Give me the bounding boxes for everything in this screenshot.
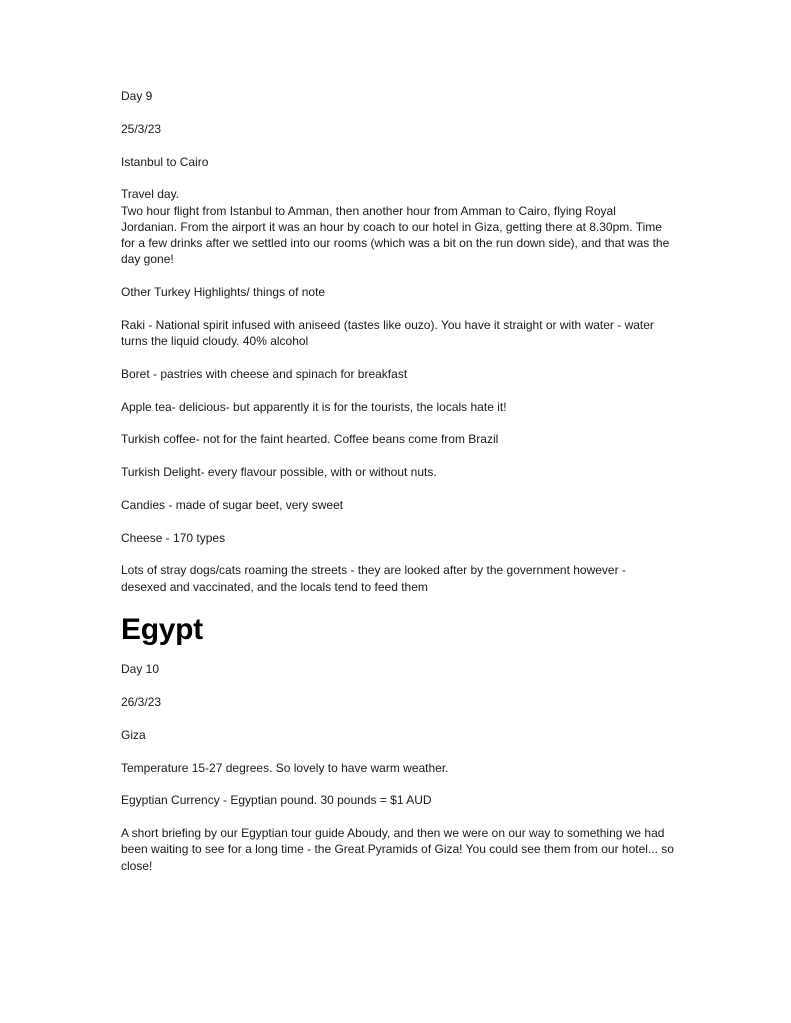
currency-line: Egyptian Currency - Egyptian pound. 30 pounds = $1 AUD bbox=[121, 793, 432, 808]
date-line: 26/3/23 bbox=[121, 695, 162, 709]
egypt-section-heading: Egypt bbox=[121, 613, 203, 647]
highlight-candies: Candies - made of sugar beet, very sweet bbox=[121, 497, 344, 512]
highlight-boret: Boret - pastries with cheese and spinach for breakfast bbox=[121, 366, 408, 381]
highlight-stray-animals: Lots of stray dogs/cats roaming the streets - they are looked after by the government however - desexed and vaccinated, and the locals tend to feed them bbox=[121, 563, 626, 594]
highlight-apple-tea: Apple tea- delicious- but apparently it is for the tourists, the locals hate it! bbox=[121, 399, 507, 414]
travel-day-body: Two hour flight from Istanbul to Amman, then another hour from Amman to Cairo, flying Royal Jordanian. From the airport it was an hour by coach to our hotel in Giza, getting there at 8.30pm. Time for a few drinks after we settled into our rooms (which was a bit on the run down side), and that was the day gone! bbox=[121, 203, 670, 267]
highlight-turkish-coffee: Turkish coffee- not for the faint hearted. Coffee beans come from Brazil bbox=[121, 432, 499, 447]
travel-day-paragraph bbox=[121, 186, 674, 267]
turkey-highlights-heading: Other Turkey Highlights/ things of note bbox=[121, 285, 326, 299]
briefing-paragraph: A short briefing by our Egyptian tour guide Aboudy, and then we were on our way to something we had been waiting to see for a long time - the Great Pyramids of Giza! You could see them from our hotel... so close! bbox=[121, 826, 674, 873]
route-line: Istanbul to Cairo bbox=[121, 154, 209, 169]
highlight-turkish-delight: Turkish Delight- every flavour possible, with or without nuts. bbox=[121, 465, 437, 479]
travel-day-intro: Travel day. bbox=[121, 187, 180, 202]
weather-line: Temperature 15-27 degrees. So lovely to have warm weather. bbox=[121, 760, 449, 775]
day-label: Day 10 bbox=[121, 662, 160, 677]
highlight-raki: Raki - National spirit infused with aniseed (tastes like ouzo). You have it straight or with water - water turns the liquid cloudy. 40% alcohol bbox=[121, 317, 654, 348]
day-label: Day 9 bbox=[121, 89, 153, 103]
location-line: Giza bbox=[121, 727, 146, 742]
highlight-cheese: Cheese - 170 types bbox=[121, 530, 226, 545]
date-line: 25/3/23 bbox=[121, 121, 162, 136]
